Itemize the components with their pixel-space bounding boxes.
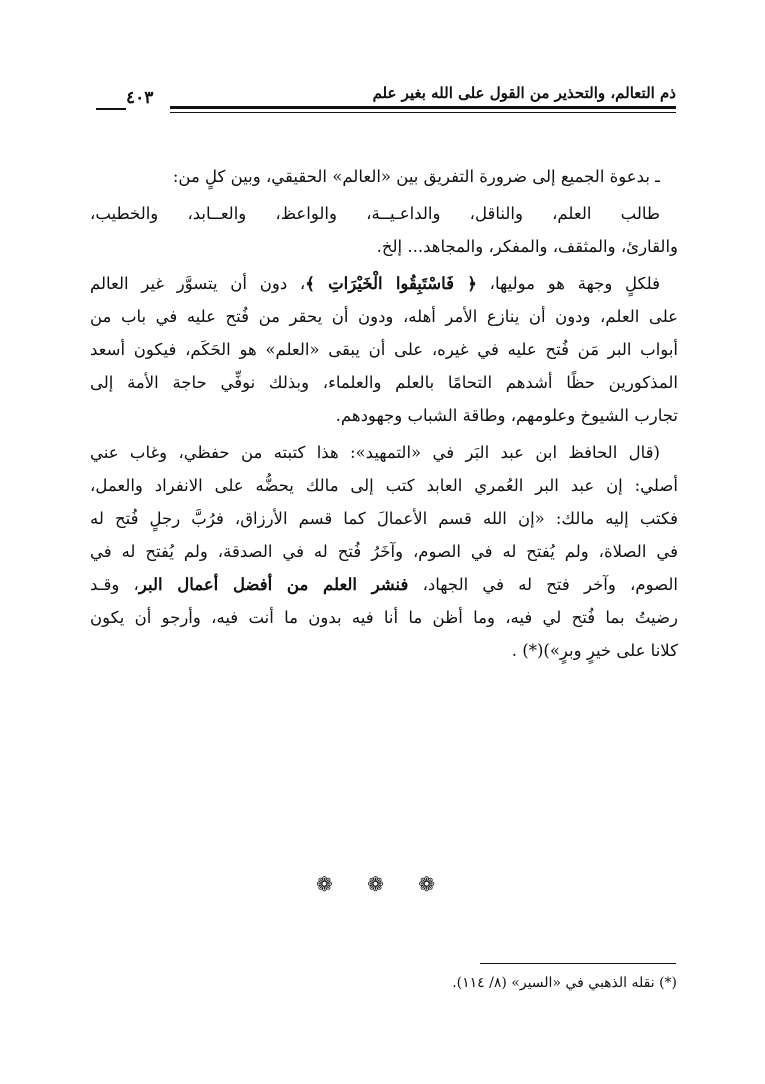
footnote: (*) نقله الذهبي في «السير» (٨/ ١١٤).	[452, 975, 677, 991]
paragraph-4	[90, 436, 678, 667]
paragraph-3-line-5: تجارب الشيوخ وعلومهم، وطاقة الشباب وجهودهم.	[335, 406, 678, 425]
section-separator: ❁ ❁ ❁	[316, 872, 449, 896]
paragraph-4-line-3: فكتب إليه مالك: «إن الله قسم الأعمالَ كما قسم الأرزاق، فرُبَّ رجلٍ فُتح له	[90, 509, 678, 528]
paragraph-2-line-2: والقارئ، والمثقف، والمفكر، والمجاهد... إلخ.	[376, 237, 678, 256]
paragraph-4-line-2: أصلي: إن عبد البر العُمري العابد كتب إلى مالك يحضُّه على الانفراد والعمل،	[90, 476, 678, 495]
paragraph-2	[90, 197, 678, 263]
paragraph-2-line-1: طالب العلم، والناقل، والداعـيــة، والواعظ، والعــابد، والخطيب،	[90, 204, 660, 223]
paragraph-3-line-2: على العلم، ودون أن ينازع الأمر أهله، ودون أن يحقر من فُتح عليه في باب من	[90, 307, 678, 326]
header-rule	[170, 106, 676, 109]
paragraph-4-line-6: رضيتُ بما فُتح لي فيه، وما أظن ما أنا فيه بدون ما أنت فيه، وأرجو أن يكون	[90, 608, 678, 627]
header-rule-thin	[170, 112, 676, 113]
paragraph-3-line-3: أبواب البر مَن فُتح عليه في غيره، على أن يبقى «العلم» هو الحَكَم، فيكون أسعد	[90, 340, 678, 359]
emphasized-phrase: فنشر العلم من أفضل أعمال البر	[138, 575, 409, 594]
footnote-rule	[480, 963, 676, 964]
paragraph-4-line-5-start: الصوم، وآخر فتح له في الجهاد،	[422, 575, 679, 594]
paragraph-4-line-5	[90, 568, 678, 601]
paragraph-3-line-1	[90, 267, 678, 300]
paragraph-4-line-7: كلانا على خيرٍ وبرٍ»)(*) .	[511, 641, 678, 660]
paragraph-3-line-1-start: فلكلٍ وجهة هو موليها،	[489, 274, 661, 293]
paragraph-3	[90, 267, 678, 432]
header-title: ذم التعالم، والتحذير من القول على الله بغير علم	[372, 84, 676, 102]
paragraph-4-line-1: (قال الحافظ ابن عبد البَر في «التمهيد»: هذا كتبته من حفظي، وغاب عني	[90, 443, 660, 462]
paragraph-4-line-4: في الصلاة، ولم يُفتح له في الصوم، وآخَرُ فُتح له في الصدقة، ولم يُفتح له في	[90, 542, 678, 561]
paragraph-1-line-1: ـ بدعوة الجميع إلى ضرورة التفريق بين «العالم» الحقيقي، وبين كلٍ من:	[172, 167, 660, 186]
main-text	[90, 160, 678, 667]
paragraph-4-line-5-end: ، وقـد	[90, 575, 139, 594]
paragraph-3-line-1-end: ، دون أن يتسوَّر غير العالم	[90, 274, 306, 293]
page-number: ٤٠٣	[126, 88, 154, 108]
running-header	[96, 84, 676, 124]
paragraph-1	[90, 160, 678, 193]
quran-verse: ﴿ فَاسْتَبِقُوا الْخَيْرَاتِ ﴾	[305, 274, 477, 293]
page-number-rule	[96, 108, 126, 110]
paragraph-3-line-4: المذكورين حظًا أشدهم التحامًا بالعلم والعلماء، وبذلك نوفِّي حاجة الأمة إلى	[90, 373, 678, 392]
